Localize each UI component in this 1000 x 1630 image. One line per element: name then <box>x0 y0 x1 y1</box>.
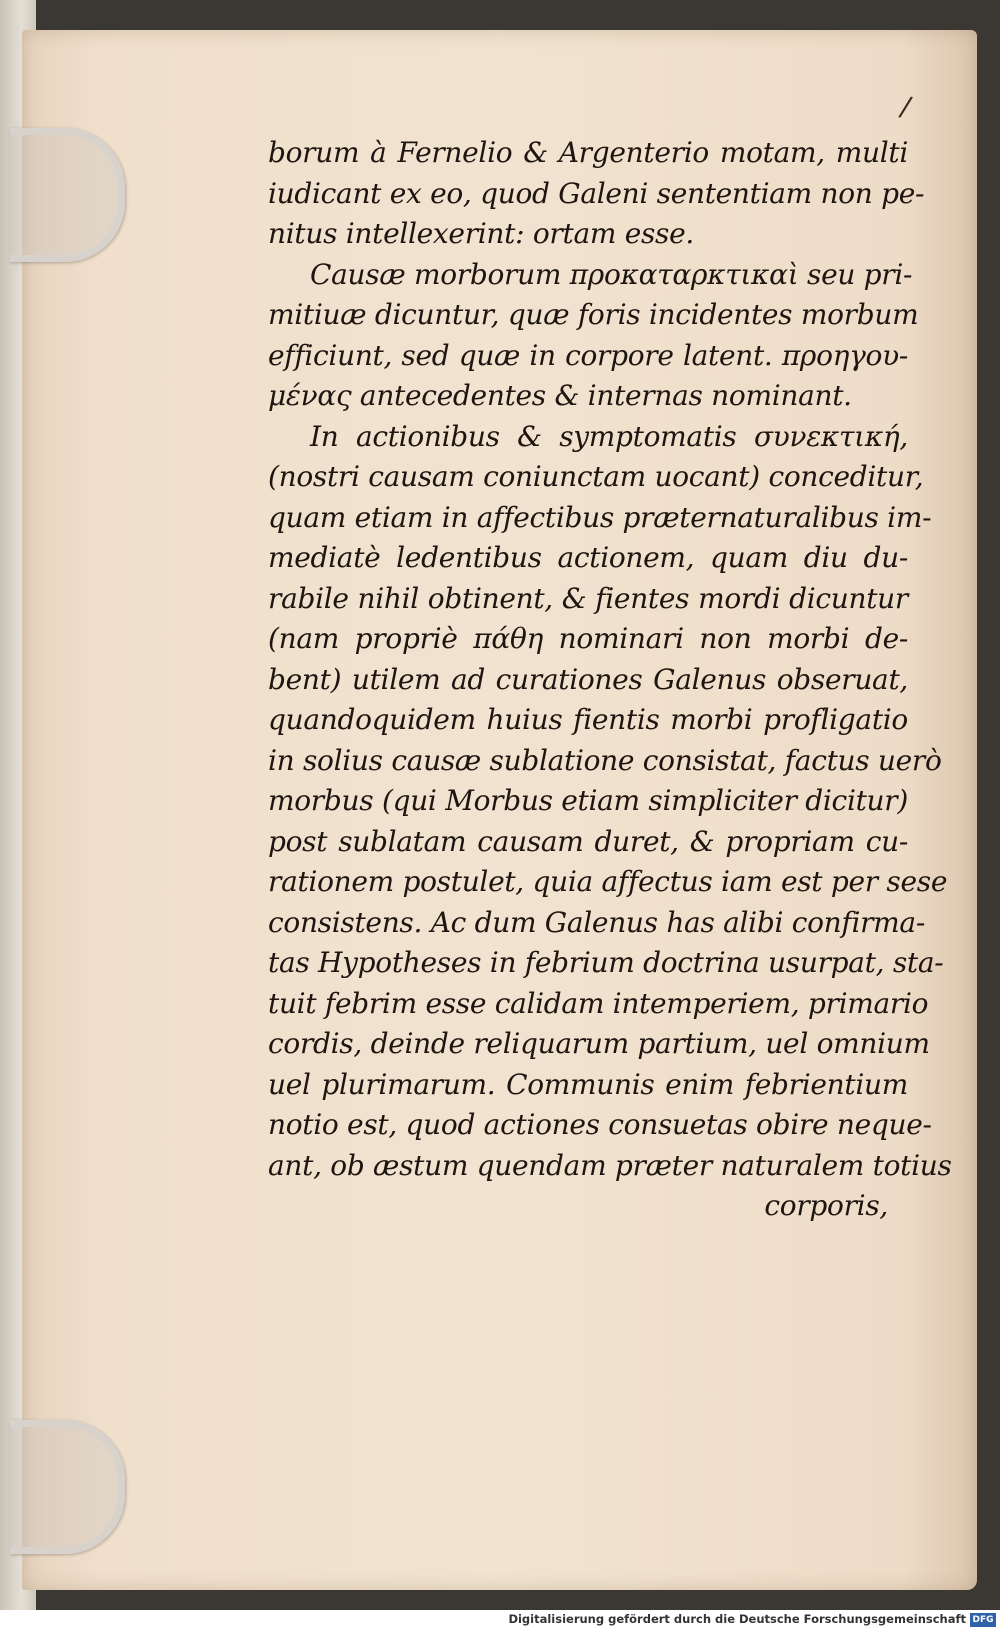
text-line: bent) utilem ad curationes Galenus obseruat, <box>268 662 908 696</box>
page-text <box>268 133 952 1227</box>
text-line: mitiuæ dicuntur, quæ foris incidentes morbum <box>268 298 919 331</box>
text-line: μένας antecedentes & internas nominant. <box>268 379 852 412</box>
text-line: rabile nihil obtinent, & fientes mordi dicuntur <box>268 581 908 615</box>
text-line: consistens. Ac dum Galenus has alibi confirma- <box>268 905 925 939</box>
text-line: efficiunt, sed quæ in corpore latent. προηγου- <box>268 338 908 372</box>
text-line: quam etiam in affectibus præternaturalibus im- <box>268 500 932 534</box>
footer <box>0 1610 1000 1630</box>
text-line: (nam propriè πάθη nominari non morbi de- <box>268 622 908 655</box>
text-line: cordis, deinde reliquarum partium, uel omnium <box>268 1027 930 1060</box>
page-clip-bottom <box>10 1420 125 1554</box>
text-line: In actionibus & symptomatis συνεκτική, <box>310 419 908 453</box>
text-line: iudicant ex eo, quod Galeni sententiam non pe- <box>268 176 925 210</box>
text-line: (nostri causam coniunctam uocant) conceditur, <box>268 460 924 493</box>
text-line: Causæ morborum προκαταρκτικαὶ seu pri- <box>310 257 913 291</box>
footer-credit: Digitalisierung gefördert durch die Deutsche Forschungsgemeinschaft <box>508 1612 966 1626</box>
page-mark: / <box>897 89 915 124</box>
text-line: tuit febrim esse calidam intemperiem, primario <box>268 986 929 1020</box>
text-line: post sublatam causam duret, & propriam cu- <box>268 824 908 858</box>
text-line: quandoquidem huius fientis morbi profligatio <box>268 703 908 736</box>
text-line: uel plurimarum. Communis enim febrientium <box>268 1067 908 1101</box>
text-line: notio est, quod actiones consuetas obire neque- <box>268 1108 932 1141</box>
text-line: rationem postulet, quia affectus iam est per sese <box>268 865 948 898</box>
dfg-logo-icon: DFG <box>970 1613 996 1627</box>
text-line: nitus intellexerint: ortam esse. <box>268 217 694 250</box>
text-line: morbus (qui Morbus etiam simpliciter dicitur) <box>268 784 908 817</box>
text-line: ant, ob æstum quendam præter naturalem totius <box>268 1148 952 1182</box>
text-line: borum à Fernelio & Argenterio motam, multi <box>268 136 908 169</box>
page-clip-top <box>10 128 125 262</box>
text-line: mediatè ledentibus actionem, quam diu du- <box>268 541 908 574</box>
catchword: corporis, <box>764 1189 888 1222</box>
text-line: in solius causæ sublatione consistat, factus uerò <box>268 743 942 777</box>
text-line: tas Hypotheses in febrium doctrina usurpat, sta- <box>268 946 944 979</box>
